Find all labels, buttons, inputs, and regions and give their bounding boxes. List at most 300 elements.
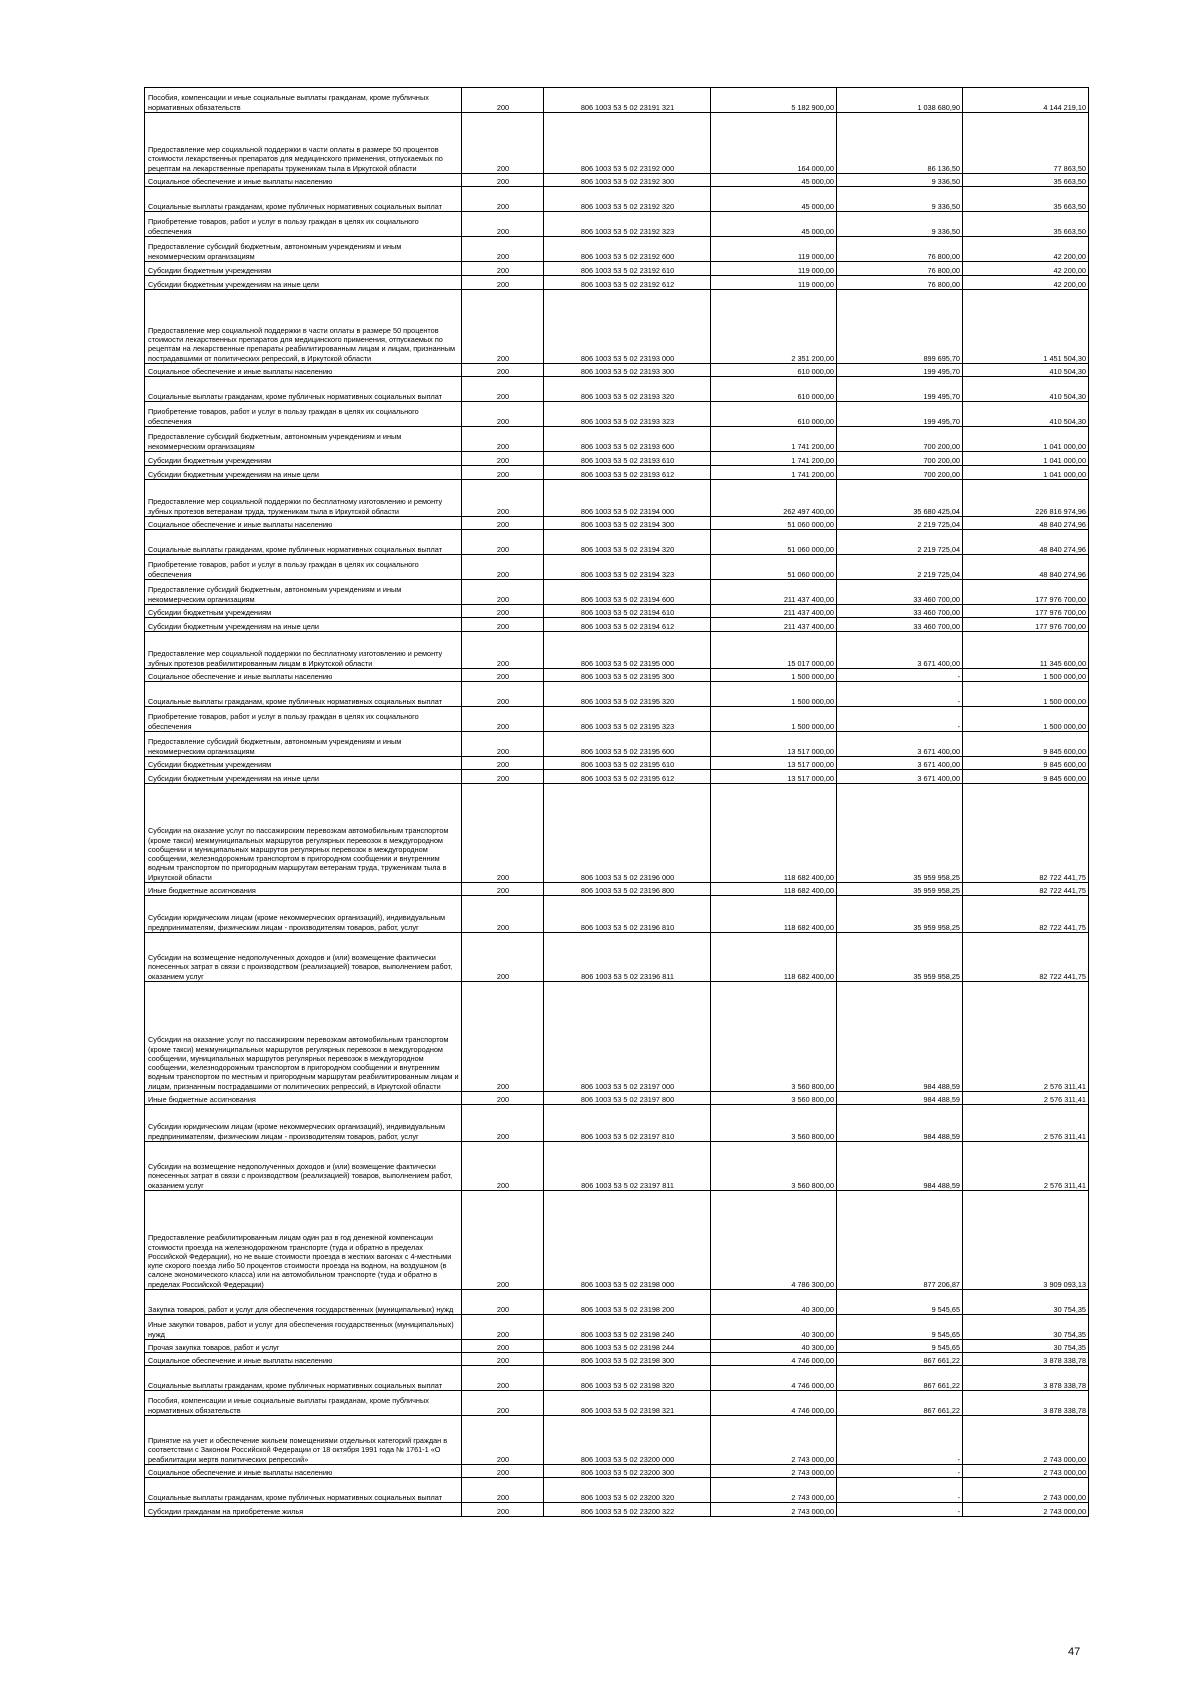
row-executed-amount: 2 219 725,04	[837, 517, 963, 530]
row-name: Социальные выплаты гражданам, кроме публичных нормативных социальных выплат	[145, 1366, 462, 1391]
row-budget-classification: 806 1003 53 5 02 23195 320	[544, 682, 711, 707]
row-name: Субсидии бюджетным учреждениям на иные цели	[145, 276, 462, 290]
row-budget-classification: 806 1003 53 5 02 23194 612	[544, 618, 711, 632]
row-approved-amount: 164 000,00	[711, 113, 837, 174]
row-approved-amount: 119 000,00	[711, 237, 837, 262]
row-line-code: 200	[462, 517, 544, 530]
row-executed-amount: -	[837, 682, 963, 707]
row-approved-amount: 5 182 900,00	[711, 88, 837, 113]
row-executed-amount: 867 661,22	[837, 1391, 963, 1416]
row-name: Принятие на учет и обеспечение жильем помещениями отдельных категорий граждан в соответствии с Законом Российской Федерации от 18 октября 1991 года № 1761-1 «О реабилитации жертв политических репрессий»	[145, 1416, 462, 1465]
row-unexecuted-amount: 1 500 000,00	[963, 682, 1089, 707]
row-unexecuted-amount: 42 200,00	[963, 237, 1089, 262]
row-line-code: 200	[462, 452, 544, 466]
row-approved-amount: 1 741 200,00	[711, 427, 837, 452]
row-unexecuted-amount: 9 845 600,00	[963, 732, 1089, 757]
row-name: Закупка товаров, работ и услуг для обеспечения государственных (муниципальных) нужд	[145, 1290, 462, 1315]
row-name: Субсидии бюджетным учреждениям	[145, 262, 462, 276]
row-approved-amount: 15 017 000,00	[711, 632, 837, 669]
table-row	[145, 707, 1089, 732]
row-executed-amount: 86 136,50	[837, 113, 963, 174]
row-approved-amount: 3 560 800,00	[711, 1092, 837, 1105]
row-line-code: 200	[462, 466, 544, 480]
row-budget-classification: 806 1003 53 5 02 23195 612	[544, 770, 711, 784]
row-executed-amount: 33 460 700,00	[837, 580, 963, 605]
row-name: Приобретение товаров, работ и услуг в пользу граждан в целях их социального обеспечения	[145, 707, 462, 732]
row-budget-classification: 806 1003 53 5 02 23194 000	[544, 480, 711, 517]
row-approved-amount: 610 000,00	[711, 377, 837, 402]
row-unexecuted-amount: 42 200,00	[963, 262, 1089, 276]
row-budget-classification: 806 1003 53 5 02 23196 811	[544, 933, 711, 982]
row-unexecuted-amount: 82 722 441,75	[963, 883, 1089, 896]
row-name: Пособия, компенсации и иные социальные выплаты гражданам, кроме публичных нормативных обязательств	[145, 1391, 462, 1416]
row-unexecuted-amount: 3 878 338,78	[963, 1353, 1089, 1366]
row-approved-amount: 119 000,00	[711, 262, 837, 276]
row-budget-classification: 806 1003 53 5 02 23194 300	[544, 517, 711, 530]
row-executed-amount: 984 488,59	[837, 1092, 963, 1105]
row-budget-classification: 806 1003 53 5 02 23193 610	[544, 452, 711, 466]
row-approved-amount: 4 746 000,00	[711, 1366, 837, 1391]
row-name: Предоставление субсидий бюджетным, автономным учреждениям и иным некоммерческим организациям	[145, 237, 462, 262]
row-line-code: 200	[462, 669, 544, 682]
row-unexecuted-amount: 3 909 093,13	[963, 1191, 1089, 1290]
row-budget-classification: 806 1003 53 5 02 23193 320	[544, 377, 711, 402]
table-row	[145, 187, 1089, 212]
row-line-code: 200	[462, 364, 544, 377]
table-row	[145, 669, 1089, 682]
table-row	[145, 88, 1089, 113]
row-approved-amount: 2 743 000,00	[711, 1503, 837, 1517]
row-approved-amount: 2 351 200,00	[711, 290, 837, 364]
row-executed-amount: 877 206,87	[837, 1191, 963, 1290]
row-line-code: 200	[462, 1142, 544, 1191]
row-line-code: 200	[462, 1478, 544, 1503]
row-line-code: 200	[462, 1340, 544, 1353]
page-number: 47	[1068, 1646, 1081, 1658]
row-budget-classification: 806 1003 53 5 02 23195 610	[544, 757, 711, 770]
row-budget-classification: 806 1003 53 5 02 23195 323	[544, 707, 711, 732]
table-row	[145, 262, 1089, 276]
row-budget-classification: 806 1003 53 5 02 23194 610	[544, 605, 711, 618]
row-executed-amount: 76 800,00	[837, 237, 963, 262]
row-budget-classification: 806 1003 53 5 02 23192 612	[544, 276, 711, 290]
table-row	[145, 1366, 1089, 1391]
row-unexecuted-amount: 82 722 441,75	[963, 933, 1089, 982]
table-row	[145, 1353, 1089, 1366]
row-unexecuted-amount: 4 144 219,10	[963, 88, 1089, 113]
row-executed-amount: 3 671 400,00	[837, 732, 963, 757]
row-approved-amount: 118 682 400,00	[711, 896, 837, 933]
table-row	[145, 402, 1089, 427]
row-line-code: 200	[462, 402, 544, 427]
row-name: Предоставление субсидий бюджетным, автономным учреждениям и иным некоммерческим организациям	[145, 732, 462, 757]
row-approved-amount: 45 000,00	[711, 174, 837, 187]
row-approved-amount: 610 000,00	[711, 364, 837, 377]
row-approved-amount: 262 497 400,00	[711, 480, 837, 517]
row-executed-amount: 9 336,50	[837, 187, 963, 212]
row-budget-classification: 806 1003 53 5 02 23194 600	[544, 580, 711, 605]
row-approved-amount: 40 300,00	[711, 1315, 837, 1340]
row-budget-classification: 806 1003 53 5 02 23193 300	[544, 364, 711, 377]
row-line-code: 200	[462, 682, 544, 707]
row-line-code: 200	[462, 174, 544, 187]
row-executed-amount: 2 219 725,04	[837, 530, 963, 555]
row-unexecuted-amount: 30 754,35	[963, 1290, 1089, 1315]
row-name: Субсидии на оказание услуг по пассажирским перевозкам автомобильным транспортом (кроме такси) межмуниципальных маршрутов регулярных перевозок в междугородном сообщении и муниципальных маршрутов регулярных перевозок в междугородном сообщении, железнодорожным транспортом в пригородном сообщении и внутренним водным транспортом по пригородным маршрутам ветеранам труда, труженикам тыла в Иркутской области	[145, 784, 462, 883]
row-name: Субсидии на возмещение недополученных доходов и (или) возмещение фактически понесенных затрат в связи с производством (реализацией) товаров, выполнением работ, оказанием услуг	[145, 933, 462, 982]
row-line-code: 200	[462, 707, 544, 732]
row-unexecuted-amount: 410 504,30	[963, 364, 1089, 377]
table-row	[145, 1416, 1089, 1465]
row-executed-amount: 9 336,50	[837, 174, 963, 187]
row-approved-amount: 1 741 200,00	[711, 452, 837, 466]
table-row	[145, 530, 1089, 555]
row-name: Социальные выплаты гражданам, кроме публичных нормативных социальных выплат	[145, 530, 462, 555]
row-name: Иные бюджетные ассигнования	[145, 1092, 462, 1105]
row-unexecuted-amount: 2 576 311,41	[963, 1142, 1089, 1191]
row-approved-amount: 2 743 000,00	[711, 1478, 837, 1503]
row-unexecuted-amount: 2 576 311,41	[963, 1092, 1089, 1105]
row-unexecuted-amount: 2 743 000,00	[963, 1478, 1089, 1503]
row-approved-amount: 45 000,00	[711, 212, 837, 237]
row-executed-amount: -	[837, 1478, 963, 1503]
row-approved-amount: 13 517 000,00	[711, 757, 837, 770]
row-approved-amount: 51 060 000,00	[711, 530, 837, 555]
table-row	[145, 480, 1089, 517]
row-unexecuted-amount: 177 976 700,00	[963, 580, 1089, 605]
row-name: Субсидии бюджетным учреждениям на иные цели	[145, 618, 462, 632]
row-executed-amount: 9 545,65	[837, 1340, 963, 1353]
table-row	[145, 427, 1089, 452]
table-row	[145, 113, 1089, 174]
table-body	[145, 88, 1089, 1517]
row-line-code: 200	[462, 530, 544, 555]
table-row	[145, 1290, 1089, 1315]
row-budget-classification: 806 1003 53 5 02 23197 811	[544, 1142, 711, 1191]
row-unexecuted-amount: 82 722 441,75	[963, 896, 1089, 933]
table-row	[145, 757, 1089, 770]
row-approved-amount: 51 060 000,00	[711, 555, 837, 580]
table-row	[145, 1105, 1089, 1142]
row-line-code: 200	[462, 605, 544, 618]
row-budget-classification: 806 1003 53 5 02 23198 321	[544, 1391, 711, 1416]
row-executed-amount: 35 680 425,04	[837, 480, 963, 517]
table-row	[145, 618, 1089, 632]
row-approved-amount: 211 437 400,00	[711, 580, 837, 605]
row-budget-classification: 806 1003 53 5 02 23194 323	[544, 555, 711, 580]
row-line-code: 200	[462, 113, 544, 174]
row-budget-classification: 806 1003 53 5 02 23200 300	[544, 1465, 711, 1478]
row-unexecuted-amount: 177 976 700,00	[963, 605, 1089, 618]
row-budget-classification: 806 1003 53 5 02 23191 321	[544, 88, 711, 113]
row-line-code: 200	[462, 933, 544, 982]
row-budget-classification: 806 1003 53 5 02 23196 810	[544, 896, 711, 933]
row-executed-amount: -	[837, 707, 963, 732]
row-budget-classification: 806 1003 53 5 02 23197 000	[544, 982, 711, 1092]
row-line-code: 200	[462, 88, 544, 113]
row-unexecuted-amount: 1 041 000,00	[963, 452, 1089, 466]
row-unexecuted-amount: 2 743 000,00	[963, 1416, 1089, 1465]
table-row	[145, 632, 1089, 669]
row-unexecuted-amount: 226 816 974,96	[963, 480, 1089, 517]
row-unexecuted-amount: 9 845 600,00	[963, 757, 1089, 770]
row-approved-amount: 1 500 000,00	[711, 682, 837, 707]
row-name: Предоставление мер социальной поддержки в части оплаты в размере 50 процентов стоимости лекарственных препаратов для медицинского применения, отпускаемых по рецептам на лекарственные препараты реабилитированным лицам и лицам, признанным пострадавшими от политических репрессий, в Иркутской области	[145, 290, 462, 364]
row-approved-amount: 118 682 400,00	[711, 883, 837, 896]
row-approved-amount: 4 786 300,00	[711, 1191, 837, 1290]
table-row	[145, 580, 1089, 605]
row-line-code: 200	[462, 1391, 544, 1416]
row-unexecuted-amount: 30 754,35	[963, 1315, 1089, 1340]
row-line-code: 200	[462, 427, 544, 452]
table-row	[145, 682, 1089, 707]
row-unexecuted-amount: 1 500 000,00	[963, 669, 1089, 682]
row-name: Социальное обеспечение и иные выплаты населению	[145, 669, 462, 682]
row-executed-amount: 899 695,70	[837, 290, 963, 364]
row-name: Субсидии бюджетным учреждениям на иные цели	[145, 770, 462, 784]
row-unexecuted-amount: 2 576 311,41	[963, 1105, 1089, 1142]
row-name: Приобретение товаров, работ и услуг в пользу граждан в целях их социального обеспечения	[145, 212, 462, 237]
row-budget-classification: 806 1003 53 5 02 23192 600	[544, 237, 711, 262]
row-budget-classification: 806 1003 53 5 02 23200 320	[544, 1478, 711, 1503]
table-row	[145, 1142, 1089, 1191]
row-approved-amount: 2 743 000,00	[711, 1465, 837, 1478]
row-line-code: 200	[462, 1416, 544, 1465]
row-name: Предоставление реабилитированным лицам один раз в год денежной компенсации стоимости проезда на железнодорожном транспорте (туда и обратно в пределах Российской Федерации), но не выше стоимости проезда в жестких вагонах с 4-местными купе скорого поезда либо 50 процентов стоимости проезда на водном, на воздушном (в салоне экономического класса) или на автомобильном транспорте (туда и обратно в пределах Российской Федерации)	[145, 1191, 462, 1290]
row-approved-amount: 118 682 400,00	[711, 933, 837, 982]
row-name: Социальное обеспечение и иные выплаты населению	[145, 364, 462, 377]
row-executed-amount: 984 488,59	[837, 1142, 963, 1191]
row-unexecuted-amount: 35 663,50	[963, 187, 1089, 212]
row-approved-amount: 1 500 000,00	[711, 669, 837, 682]
row-unexecuted-amount: 9 845 600,00	[963, 770, 1089, 784]
table-row	[145, 364, 1089, 377]
table-row	[145, 1503, 1089, 1517]
row-budget-classification: 806 1003 53 5 02 23194 320	[544, 530, 711, 555]
row-name: Приобретение товаров, работ и услуг в пользу граждан в целях их социального обеспечения	[145, 555, 462, 580]
row-name: Предоставление мер социальной поддержки по бесплатному изготовлению и ремонту зубных протезов реабилитированным лицам в Иркутской области	[145, 632, 462, 669]
row-name: Социальные выплаты гражданам, кроме публичных нормативных социальных выплат	[145, 187, 462, 212]
row-name: Социальные выплаты гражданам, кроме публичных нормативных социальных выплат	[145, 682, 462, 707]
row-budget-classification: 806 1003 53 5 02 23198 300	[544, 1353, 711, 1366]
row-name: Предоставление мер социальной поддержки по бесплатному изготовлению и ремонту зубных протезов ветеранам труда, труженикам тыла в Иркутской области	[145, 480, 462, 517]
table-row	[145, 237, 1089, 262]
row-budget-classification: 806 1003 53 5 02 23198 320	[544, 1366, 711, 1391]
row-executed-amount: -	[837, 669, 963, 682]
row-executed-amount: 76 800,00	[837, 262, 963, 276]
row-line-code: 200	[462, 555, 544, 580]
row-executed-amount: 9 545,65	[837, 1290, 963, 1315]
row-name: Предоставление мер социальной поддержки в части оплаты в размере 50 процентов стоимости лекарственных препаратов для медицинского применения, отпускаемых по рецептам на лекарственные препараты труженикам тыла в Иркутской области	[145, 113, 462, 174]
row-approved-amount: 40 300,00	[711, 1290, 837, 1315]
row-budget-classification: 806 1003 53 5 02 23193 000	[544, 290, 711, 364]
row-executed-amount: -	[837, 1503, 963, 1517]
row-budget-classification: 806 1003 53 5 02 23198 240	[544, 1315, 711, 1340]
row-line-code: 200	[462, 1503, 544, 1517]
row-unexecuted-amount: 2 743 000,00	[963, 1503, 1089, 1517]
row-executed-amount: 9 336,50	[837, 212, 963, 237]
row-approved-amount: 13 517 000,00	[711, 770, 837, 784]
table-row	[145, 517, 1089, 530]
row-line-code: 200	[462, 757, 544, 770]
row-budget-classification: 806 1003 53 5 02 23197 800	[544, 1092, 711, 1105]
row-line-code: 200	[462, 770, 544, 784]
row-executed-amount: 33 460 700,00	[837, 618, 963, 632]
row-line-code: 200	[462, 618, 544, 632]
row-unexecuted-amount: 3 878 338,78	[963, 1366, 1089, 1391]
row-line-code: 200	[462, 580, 544, 605]
row-executed-amount: 2 219 725,04	[837, 555, 963, 580]
row-name: Социальные выплаты гражданам, кроме публичных нормативных социальных выплат	[145, 1478, 462, 1503]
row-name: Иные бюджетные ассигнования	[145, 883, 462, 896]
table-row	[145, 605, 1089, 618]
row-executed-amount: 199 495,70	[837, 364, 963, 377]
row-budget-classification: 806 1003 53 5 02 23200 000	[544, 1416, 711, 1465]
row-name: Предоставление субсидий бюджетным, автономным учреждениям и иным некоммерческим организациям	[145, 580, 462, 605]
table-row	[145, 770, 1089, 784]
row-line-code: 200	[462, 187, 544, 212]
row-line-code: 200	[462, 732, 544, 757]
row-unexecuted-amount: 1 451 504,30	[963, 290, 1089, 364]
row-budget-classification: 806 1003 53 5 02 23200 322	[544, 1503, 711, 1517]
row-unexecuted-amount: 35 663,50	[963, 212, 1089, 237]
row-line-code: 200	[462, 1465, 544, 1478]
row-line-code: 200	[462, 896, 544, 933]
row-budget-classification: 806 1003 53 5 02 23192 323	[544, 212, 711, 237]
row-executed-amount: 984 488,59	[837, 982, 963, 1092]
row-approved-amount: 3 560 800,00	[711, 1142, 837, 1191]
row-unexecuted-amount: 82 722 441,75	[963, 784, 1089, 883]
row-approved-amount: 4 746 000,00	[711, 1391, 837, 1416]
row-unexecuted-amount: 42 200,00	[963, 276, 1089, 290]
row-name: Социальное обеспечение и иные выплаты населению	[145, 1353, 462, 1366]
row-approved-amount: 51 060 000,00	[711, 517, 837, 530]
row-executed-amount: 867 661,22	[837, 1353, 963, 1366]
table-row	[145, 1315, 1089, 1340]
row-unexecuted-amount: 30 754,35	[963, 1340, 1089, 1353]
table-row	[145, 212, 1089, 237]
row-line-code: 200	[462, 1353, 544, 1366]
row-name: Социальное обеспечение и иные выплаты населению	[145, 1465, 462, 1478]
row-name: Субсидии бюджетным учреждениям на иные цели	[145, 466, 462, 480]
row-executed-amount: 867 661,22	[837, 1366, 963, 1391]
row-approved-amount: 13 517 000,00	[711, 732, 837, 757]
row-unexecuted-amount: 35 663,50	[963, 174, 1089, 187]
row-unexecuted-amount: 2 576 311,41	[963, 982, 1089, 1092]
row-budget-classification: 806 1003 53 5 02 23192 300	[544, 174, 711, 187]
row-approved-amount: 118 682 400,00	[711, 784, 837, 883]
row-unexecuted-amount: 410 504,30	[963, 402, 1089, 427]
row-approved-amount: 2 743 000,00	[711, 1416, 837, 1465]
row-line-code: 200	[462, 1366, 544, 1391]
row-budget-classification: 806 1003 53 5 02 23193 600	[544, 427, 711, 452]
row-budget-classification: 806 1003 53 5 02 23198 000	[544, 1191, 711, 1290]
row-budget-classification: 806 1003 53 5 02 23195 300	[544, 669, 711, 682]
row-name: Субсидии бюджетным учреждениям	[145, 757, 462, 770]
row-unexecuted-amount: 11 345 600,00	[963, 632, 1089, 669]
table-row	[145, 982, 1089, 1092]
row-name: Прочая закупка товаров, работ и услуг	[145, 1340, 462, 1353]
row-name: Социальное обеспечение и иные выплаты населению	[145, 174, 462, 187]
row-unexecuted-amount: 1 500 000,00	[963, 707, 1089, 732]
row-executed-amount: 700 200,00	[837, 427, 963, 452]
row-budget-classification: 806 1003 53 5 02 23198 244	[544, 1340, 711, 1353]
row-budget-classification: 806 1003 53 5 02 23192 000	[544, 113, 711, 174]
row-name: Иные закупки товаров, работ и услуг для обеспечения государственных (муниципальных) нужд	[145, 1315, 462, 1340]
table-row	[145, 466, 1089, 480]
row-budget-classification: 806 1003 53 5 02 23195 600	[544, 732, 711, 757]
row-approved-amount: 40 300,00	[711, 1340, 837, 1353]
row-unexecuted-amount: 48 840 274,96	[963, 530, 1089, 555]
row-line-code: 200	[462, 1092, 544, 1105]
row-unexecuted-amount: 3 878 338,78	[963, 1391, 1089, 1416]
row-executed-amount: 35 959 958,25	[837, 784, 963, 883]
row-approved-amount: 211 437 400,00	[711, 618, 837, 632]
row-line-code: 200	[462, 784, 544, 883]
row-executed-amount: 700 200,00	[837, 452, 963, 466]
row-approved-amount: 45 000,00	[711, 187, 837, 212]
row-executed-amount: 33 460 700,00	[837, 605, 963, 618]
row-executed-amount: -	[837, 1416, 963, 1465]
row-line-code: 200	[462, 276, 544, 290]
row-approved-amount: 610 000,00	[711, 402, 837, 427]
table-row	[145, 1478, 1089, 1503]
row-executed-amount: 199 495,70	[837, 377, 963, 402]
row-approved-amount: 3 560 800,00	[711, 982, 837, 1092]
budget-execution-table	[144, 87, 1089, 1517]
table-row	[145, 732, 1089, 757]
row-executed-amount: 3 671 400,00	[837, 770, 963, 784]
row-unexecuted-amount: 1 041 000,00	[963, 466, 1089, 480]
row-executed-amount: -	[837, 1465, 963, 1478]
row-name: Субсидии юридическим лицам (кроме некоммерческих организаций), индивидуальным предпринимателям, физическим лицам - производителям товаров, работ, услуг	[145, 896, 462, 933]
row-name: Субсидии гражданам на приобретение жилья	[145, 1503, 462, 1517]
row-approved-amount: 211 437 400,00	[711, 605, 837, 618]
table-row	[145, 1191, 1089, 1290]
row-unexecuted-amount: 77 863,50	[963, 113, 1089, 174]
table-row	[145, 555, 1089, 580]
row-budget-classification: 806 1003 53 5 02 23195 000	[544, 632, 711, 669]
table-row	[145, 290, 1089, 364]
row-name: Предоставление субсидий бюджетным, автономным учреждениям и иным некоммерческим организациям	[145, 427, 462, 452]
row-approved-amount: 3 560 800,00	[711, 1105, 837, 1142]
row-budget-classification: 806 1003 53 5 02 23193 612	[544, 466, 711, 480]
row-name: Субсидии бюджетным учреждениям	[145, 605, 462, 618]
row-unexecuted-amount: 48 840 274,96	[963, 555, 1089, 580]
row-line-code: 200	[462, 883, 544, 896]
row-unexecuted-amount: 48 840 274,96	[963, 517, 1089, 530]
row-budget-classification: 806 1003 53 5 02 23198 200	[544, 1290, 711, 1315]
table-row	[145, 1465, 1089, 1478]
table-row	[145, 784, 1089, 883]
row-line-code: 200	[462, 1191, 544, 1290]
table-row	[145, 1340, 1089, 1353]
row-line-code: 200	[462, 1315, 544, 1340]
row-executed-amount: 199 495,70	[837, 402, 963, 427]
row-approved-amount: 1 500 000,00	[711, 707, 837, 732]
row-executed-amount: 9 545,65	[837, 1315, 963, 1340]
row-line-code: 200	[462, 632, 544, 669]
row-name: Пособия, компенсации и иные социальные выплаты гражданам, кроме публичных нормативных обязательств	[145, 88, 462, 113]
row-unexecuted-amount: 2 743 000,00	[963, 1465, 1089, 1478]
row-line-code: 200	[462, 480, 544, 517]
row-approved-amount: 119 000,00	[711, 276, 837, 290]
row-budget-classification: 806 1003 53 5 02 23196 000	[544, 784, 711, 883]
row-name: Субсидии на возмещение недополученных доходов и (или) возмещение фактически понесенных затрат в связи с производством (реализацией) товаров, выполнением работ, оказанием услуг	[145, 1142, 462, 1191]
table-row	[145, 276, 1089, 290]
table-row	[145, 174, 1089, 187]
row-line-code: 200	[462, 237, 544, 262]
